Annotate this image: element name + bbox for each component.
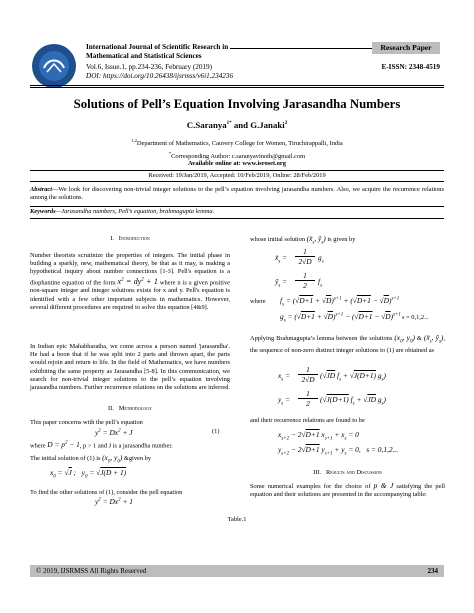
recurrence-text: and their recurrence relations are found to be — [250, 417, 365, 424]
received-dates: Received: 19/Jan/2019, Accepted: 10/Feb/2019, Online: 28/Feb/2019 — [148, 172, 326, 179]
journal-name: International Journal of Scientific Research in — [86, 43, 380, 52]
y-tilde-frac: 1 2 — [295, 271, 315, 290]
corresponding-author: *Corresponding Author: c.saranyavinoth@gmail.com — [168, 151, 306, 161]
x-tilde-eq: $x̃_s$ = — [275, 253, 288, 265]
authors: C.Saranya$^{1*}$ and G.Janaki$^2$ — [186, 120, 288, 130]
y-tilde-f: $f_s$ — [318, 277, 323, 289]
received-rule-bottom — [30, 181, 444, 182]
x-s-body: (√JD $f_s + √J(D+1)$ $g_s$) — [320, 371, 386, 383]
right-intro: whose initial solution ($x̃_s$, ỹ$_s$) is given by — [250, 234, 356, 246]
pell-equation: $y^2 = Dx^2 + 1$ — [95, 497, 133, 506]
initial-solution-text: The initial solution of (1) is ($x_0$, $y_0$) &given by — [30, 453, 152, 465]
section-results: III. Results and Discussion — [313, 469, 382, 476]
x-s-eq: $x_s$ = — [278, 371, 291, 383]
received-rule-top — [30, 170, 444, 171]
table-label: Table.1 — [227, 516, 247, 523]
method-paragraph: This paper concerns with the pell’s equation — [30, 419, 143, 426]
affiliation: $^{1,2}$Department of Mathematics, Cauvery College for Women, Tiruchirappalli, India — [131, 138, 343, 148]
g-s-eq: $g_s = (√D+1 + √D)^{s+1} - (√D+1 - √D)^{s+1}$ — [280, 312, 401, 324]
intro-paragraph-1: Number theorists scrutinize the properties of integers. The initial phase in building a sparkly, new, mathematical theory, be that as it may, is making a hypothetical inquiry about number connections [1-3]. Pell's equation is a diophantine equation of the form $x^2 = dy^2 + 1$ where n is a given positive non-square integer and integer solutions exists for x and y. Pell's equation is identified with a few other important subjects in mathematics. However, several different procedures are required to solve this equation [4&9]. — [30, 252, 230, 311]
volume-info: Vol.6, Issue.1, pp.234-236, February (2019) — [86, 63, 213, 71]
section-methodology: II. Methodology — [108, 405, 152, 412]
research-paper-badge: Research Paper — [372, 42, 440, 54]
journal-name-2: Mathematical and Statistical Sciences — [86, 52, 202, 60]
x-tilde-g: $g_s$ — [318, 253, 324, 265]
f-s-eq: $f_s = (√D+1 + √D)^{s+1} + (√D+1 - √D)^{s+1}$ — [280, 296, 400, 308]
s-range: s = 0,1,2... — [402, 314, 429, 321]
journal-logo — [30, 42, 78, 90]
section-introduction: I. Introduction — [110, 235, 150, 242]
other-solutions-text: To find the other solutions of (1), consider the pell equation — [30, 489, 183, 496]
where-label: where — [250, 298, 266, 305]
keywords-rule — [30, 218, 444, 219]
equation-1: $y^2 = Dx^2 + J$ — [95, 428, 133, 437]
keywords: Keywords—Jarasandha numbers, Pell’s equation, brahmagupta lemma. — [30, 208, 215, 215]
x-tilde-frac: 1 2√D — [295, 247, 315, 266]
brahmagupta-text: Applying Brahmagupta’s lemma between the solutions ($x_0$, $y_0$) & ($x̃_s$, ỹ$_s$), the sequence of non-zero distinct integer solutions to (1) are obtained as — [250, 333, 445, 354]
abstract: Abstract—We look for discovering non-trivial integer solutions to the pell’s equation involving jarasandha numbers. Also, we acquire the recurrence relations among the solutions. — [30, 186, 444, 201]
available-online: Available online at: www.isroset.org — [188, 160, 286, 167]
y-s-body: (√J(D+1) $f_s + √JD$ $g_s$) — [320, 395, 386, 407]
y-s-eq: $y_s$ = — [278, 395, 291, 407]
doi-link[interactable]: DOI: https://doi.org/10.26438/ijsrmss/v6i1.234236 — [86, 72, 234, 80]
equation-1-label: (1) — [212, 428, 220, 435]
footer-bar — [30, 565, 444, 577]
eissn: E-ISSN: 2348-4519 — [381, 63, 440, 71]
paper-title: Solutions of Pell’s Equation Involving Jarasandha Numbers — [73, 97, 401, 111]
footer-page-number: 234 — [427, 567, 438, 575]
y-s-frac: 1 2 — [298, 389, 318, 408]
header-rule — [30, 85, 444, 86]
x-s-frac: 1 2√D — [298, 365, 318, 384]
recurrence-y: $y_{s+2} - 2√D+1$ $y_{s+1} + y_s = 0$, s = 0,1,2... — [278, 445, 399, 457]
method-where: where $D = p^2 - 1$, p > 1 and J is a jarasandha number. — [30, 440, 173, 450]
y-tilde-eq: ỹ$_s$ = — [275, 277, 288, 289]
header-rule-2 — [30, 87, 444, 88]
footer-copyright: © 2019, IJSRMSS All Rights Reserved — [36, 567, 147, 575]
recurrence-x: $x_{s+2} - 2√D+1$ $x_{s+1} + x_s = 0$ — [278, 430, 359, 442]
abstract-rule — [30, 206, 444, 207]
intro-paragraph-2: In Indian epic Mahabharatha, we come across a person named 'jarasandha'. He had a boon that if he was split into 2 parts and thrown apart, the parts would rejoin and return to life. In the field of Mathematics, we have numbers exhibiting the same property as Jarasandha [5-8]. In this communication, we search for non-trivial integer solutions to the pell’s equation involving jarasandha numbers. Further recurrence relations on the solutions are inferred. — [30, 343, 230, 392]
results-paragraph: Some numerical examples for the choice of p & J satisfying the pell equation and their solutions are presented in the accompanying table: — [250, 481, 445, 499]
initial-solution-eq: $x_0 = √J$ ; $y_0 = √J(D + 1)$ — [50, 468, 127, 480]
